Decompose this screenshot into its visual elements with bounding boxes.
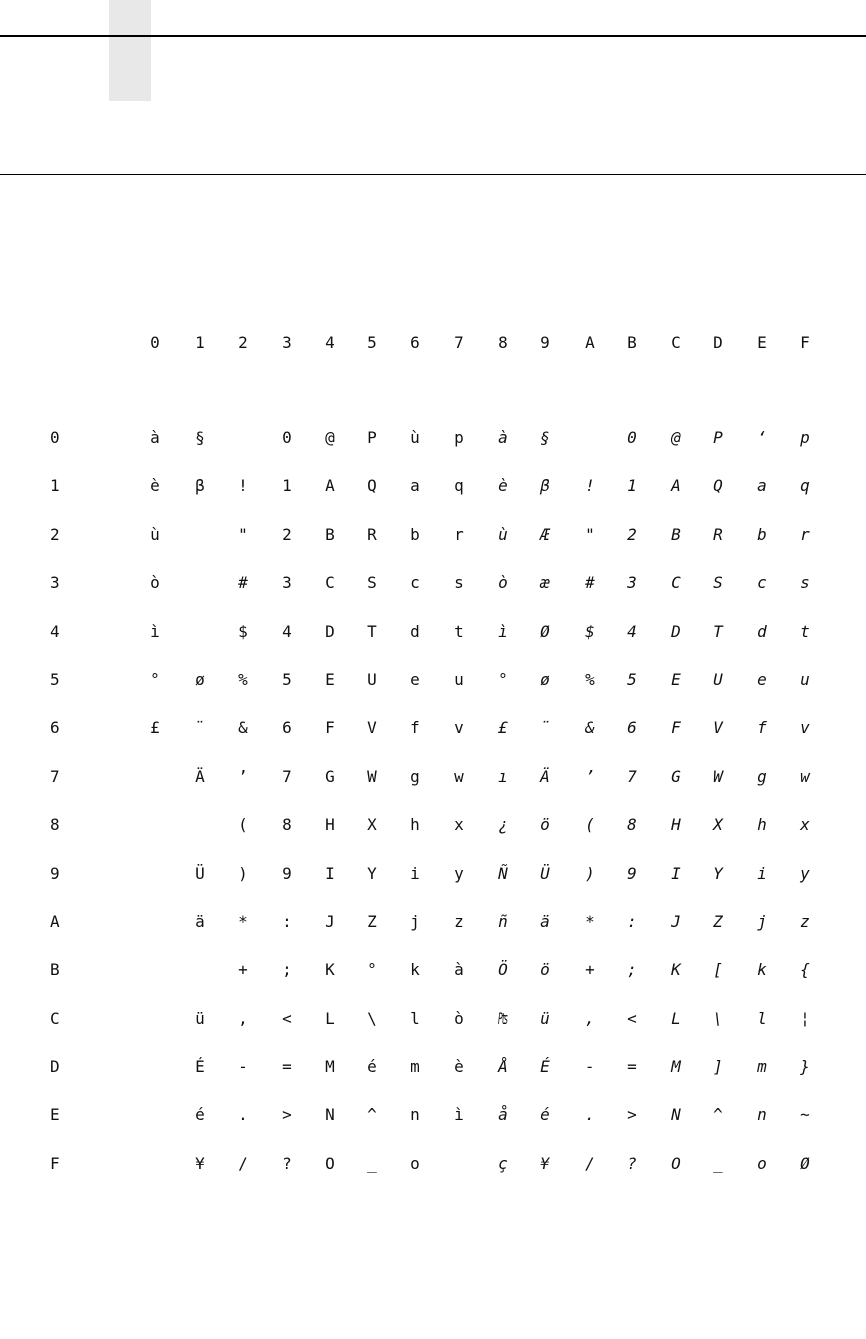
character-cell: ì	[150, 621, 160, 641]
character-cell: O	[325, 1153, 335, 1173]
table-row	[0, 523, 866, 571]
character-cell: K	[671, 960, 681, 980]
character-cell: v	[454, 718, 464, 738]
character-cell: B	[671, 524, 681, 544]
character-cell: d	[410, 621, 420, 641]
character-cell: ¿	[498, 815, 508, 835]
character-cell: Ü	[195, 863, 205, 883]
character-cell: O	[671, 1153, 681, 1173]
section-rule	[0, 174, 866, 175]
character-cell: æ	[540, 573, 550, 593]
character-cell: é	[195, 1105, 205, 1125]
character-cell: ù	[410, 428, 420, 447]
character-cell: u	[454, 669, 464, 689]
character-cell: .	[585, 1105, 595, 1125]
character-cell: Ü	[540, 863, 550, 883]
character-cell: G	[325, 766, 335, 786]
character-cell: [	[713, 960, 723, 980]
row-label: 4	[50, 621, 60, 641]
character-cell: N	[671, 1105, 681, 1125]
column-header: 7	[454, 333, 464, 352]
character-cell: X	[367, 815, 377, 835]
character-cell: >	[282, 1105, 292, 1125]
character-cell: ä	[195, 911, 205, 931]
character-cell: &	[585, 718, 595, 738]
character-cell: /	[585, 1153, 595, 1173]
character-cell: p	[800, 428, 810, 447]
table-row	[0, 571, 866, 619]
character-cell: +	[585, 960, 595, 980]
character-cell: *	[238, 911, 248, 931]
table-row	[0, 668, 866, 716]
row-label: 6	[50, 718, 60, 738]
character-cell: £	[150, 718, 160, 738]
character-cell: 3	[282, 573, 292, 593]
character-cell: ø	[195, 669, 205, 689]
character-cell: e	[410, 669, 420, 689]
character-cell: £	[498, 718, 508, 738]
character-cell: Å	[498, 1057, 508, 1077]
row-label: 0	[50, 428, 60, 447]
character-cell: (	[238, 815, 248, 835]
character-cell: "	[238, 524, 248, 544]
character-cell: é	[540, 1105, 550, 1125]
character-cell: f	[410, 718, 420, 738]
character-cell: 9	[282, 863, 292, 883]
character-cell: z	[800, 911, 810, 931]
character-cell: <	[282, 1008, 292, 1028]
character-cell: 0	[282, 428, 292, 447]
character-cell: g	[410, 766, 420, 786]
character-cell: %	[238, 669, 248, 689]
character-cell: ?	[627, 1153, 637, 1173]
character-cell: R	[367, 524, 377, 544]
column-header: C	[671, 333, 681, 352]
character-cell: !	[585, 476, 595, 496]
character-cell: ö	[540, 815, 550, 835]
character-cell: +	[238, 960, 248, 980]
character-cell: )	[585, 863, 595, 883]
character-cell: ~	[800, 1105, 810, 1125]
character-cell: F	[671, 718, 681, 738]
character-cell: I	[671, 863, 681, 883]
character-cell: L	[325, 1008, 335, 1028]
top-rule	[0, 35, 866, 37]
character-cell: β	[195, 476, 205, 496]
character-cell: T	[713, 621, 723, 641]
column-header: 8	[498, 333, 508, 352]
character-cell: j	[410, 911, 420, 931]
character-cell: a	[757, 476, 767, 496]
character-cell: C	[671, 573, 681, 593]
character-cell: ù	[150, 524, 160, 544]
row-label: D	[50, 1057, 60, 1077]
character-cell: b	[757, 524, 767, 544]
column-header: 4	[325, 333, 335, 352]
character-cell: D	[671, 621, 681, 641]
character-cell: q	[800, 476, 810, 496]
character-cell: à	[498, 428, 508, 447]
character-cell: #	[238, 573, 248, 593]
character-cell: ;	[282, 960, 292, 980]
character-cell: F	[325, 718, 335, 738]
character-cell: h	[757, 815, 767, 835]
header-tab-block	[109, 0, 151, 101]
character-cell: ç	[498, 1153, 508, 1173]
character-cell: I	[325, 863, 335, 883]
character-cell: /	[238, 1153, 248, 1173]
character-cell: b	[410, 524, 420, 544]
character-cell: 8	[282, 815, 292, 835]
character-cell: M	[671, 1057, 681, 1077]
character-cell: n	[757, 1105, 767, 1125]
character-cell: ¨	[195, 718, 205, 738]
character-cell: ì	[454, 1105, 464, 1125]
character-cell: ¦	[800, 1008, 810, 1028]
character-cell: à	[150, 428, 160, 447]
character-cell: J	[325, 911, 335, 931]
character-cell: q	[454, 476, 464, 496]
table-row	[0, 958, 866, 1006]
character-cell: -	[238, 1057, 248, 1077]
row-label: B	[50, 960, 60, 980]
table-row	[0, 765, 866, 813]
character-cell: r	[800, 524, 810, 544]
character-cell: §	[195, 428, 205, 447]
character-cell: \	[713, 1008, 723, 1028]
table-row	[0, 1103, 866, 1151]
character-cell: °	[367, 960, 377, 980]
character-cell: t	[454, 621, 464, 641]
row-label: 2	[50, 524, 60, 544]
table-row	[0, 910, 866, 958]
character-cell: H	[671, 815, 681, 835]
character-cell: @	[325, 428, 335, 447]
character-cell: °	[150, 669, 160, 689]
row-label: 5	[50, 669, 60, 689]
character-cell: ’	[238, 766, 248, 786]
character-cell: è	[150, 476, 160, 496]
row-label: 8	[50, 815, 60, 835]
character-cell: Ö	[498, 960, 508, 980]
character-cell: i	[410, 863, 420, 883]
character-cell: ^	[367, 1105, 377, 1125]
character-cell: (	[585, 815, 595, 835]
character-cell: L	[671, 1008, 681, 1028]
character-cell: H	[325, 815, 335, 835]
character-cell: m	[410, 1057, 420, 1077]
character-cell: V	[367, 718, 377, 738]
character-cell: 5	[282, 669, 292, 689]
character-cell: g	[757, 766, 767, 786]
character-cell: )	[238, 863, 248, 883]
character-cell: ñ	[498, 911, 508, 931]
row-label: C	[50, 1008, 60, 1028]
character-cell: β	[540, 476, 550, 496]
character-cell: 7	[627, 766, 637, 786]
character-cell: ?	[282, 1153, 292, 1173]
character-cell: P	[367, 428, 377, 447]
character-cell: V	[713, 718, 723, 738]
table-row	[0, 620, 866, 668]
character-cell: ø	[540, 669, 550, 689]
character-cell: E	[671, 669, 681, 689]
character-cell: ù	[498, 524, 508, 544]
row-label: 9	[50, 863, 60, 883]
column-header: 2	[238, 333, 248, 352]
character-cell: Y	[713, 863, 723, 883]
table-row	[0, 1055, 866, 1103]
character-cell: Z	[713, 911, 723, 931]
character-cell: °	[498, 669, 508, 689]
character-cell: Ø	[540, 621, 550, 641]
character-cell: k	[757, 960, 767, 980]
character-cell: .	[238, 1105, 248, 1125]
character-cell: v	[800, 718, 810, 738]
table-row	[0, 862, 866, 910]
character-cell: å	[498, 1105, 508, 1125]
character-cell: ò	[454, 1008, 464, 1028]
character-cell: ₧	[498, 1008, 508, 1028]
character-cell: S	[367, 573, 377, 593]
character-cell: Ä	[540, 766, 550, 786]
table-row	[0, 1152, 866, 1200]
character-cell: S	[713, 573, 723, 593]
character-cell: ı	[498, 766, 508, 786]
character-cell: N	[325, 1105, 335, 1125]
character-cell: §	[540, 428, 550, 447]
character-cell: D	[325, 621, 335, 641]
row-label: 3	[50, 573, 60, 593]
character-cell: ,	[238, 1008, 248, 1028]
character-cell: ]	[713, 1057, 723, 1077]
character-cell: 4	[627, 621, 637, 641]
character-cell: ü	[540, 1008, 550, 1028]
character-cell: j	[757, 911, 767, 931]
character-cell: ^	[713, 1105, 723, 1125]
character-cell: ì	[498, 621, 508, 641]
character-cell: }	[800, 1057, 810, 1077]
character-cell: y	[800, 863, 810, 883]
character-cell: U	[713, 669, 723, 689]
character-cell: à	[454, 960, 464, 980]
character-cell: &	[238, 718, 248, 738]
character-cell: y	[454, 863, 464, 883]
character-cell: %	[585, 669, 595, 689]
character-cell: o	[410, 1153, 420, 1173]
row-label: 1	[50, 476, 60, 496]
character-cell: *	[585, 911, 595, 931]
character-cell: w	[454, 766, 464, 786]
character-cell: :	[627, 911, 637, 931]
character-cell: x	[454, 815, 464, 835]
character-cell: Ñ	[498, 863, 508, 883]
character-cell: ò	[498, 573, 508, 593]
character-cell: K	[325, 960, 335, 980]
character-cell: !	[238, 476, 248, 496]
character-cell: 6	[627, 718, 637, 738]
character-cell: i	[757, 863, 767, 883]
column-header: 0	[150, 333, 160, 352]
character-cell: :	[282, 911, 292, 931]
character-cell: $	[238, 621, 248, 641]
character-cell: u	[800, 669, 810, 689]
column-header: D	[713, 333, 723, 352]
character-cell: M	[325, 1057, 335, 1077]
column-header: A	[585, 333, 595, 352]
character-cell: R	[713, 524, 723, 544]
character-cell: Ø	[800, 1153, 810, 1173]
character-cell: n	[410, 1105, 420, 1125]
character-cell: ö	[540, 960, 550, 980]
character-cell: #	[585, 573, 595, 593]
column-header: 3	[282, 333, 292, 352]
character-cell: e	[757, 669, 767, 689]
table-row	[0, 716, 866, 764]
character-cell: Æ	[540, 524, 550, 544]
character-cell: \	[367, 1008, 377, 1028]
character-cell: o	[757, 1153, 767, 1173]
character-grid	[0, 426, 866, 1200]
character-cell: J	[671, 911, 681, 931]
character-cell: {	[800, 960, 810, 980]
character-cell: "	[585, 524, 595, 544]
character-cell: W	[367, 766, 377, 786]
column-header: 1	[195, 333, 205, 352]
character-cell: d	[757, 621, 767, 641]
character-cell: U	[367, 669, 377, 689]
table-row	[0, 813, 866, 861]
character-cell: h	[410, 815, 420, 835]
character-cell: ¥	[195, 1153, 205, 1173]
column-header: 5	[367, 333, 377, 352]
table-row	[0, 1007, 866, 1055]
character-cell: k	[410, 960, 420, 980]
character-cell: A	[671, 476, 681, 496]
character-cell: -	[585, 1057, 595, 1077]
character-cell: ,	[585, 1008, 595, 1028]
character-cell: 1	[627, 476, 637, 496]
character-cell: t	[800, 621, 810, 641]
character-cell: @	[671, 428, 681, 447]
character-cell: X	[713, 815, 723, 835]
character-cell: Q	[367, 476, 377, 496]
character-cell: E	[325, 669, 335, 689]
character-cell: w	[800, 766, 810, 786]
character-cell: ¨	[540, 718, 550, 738]
character-cell: _	[367, 1153, 377, 1173]
table-row	[0, 426, 866, 474]
character-cell: l	[757, 1008, 767, 1028]
character-cell: C	[325, 573, 335, 593]
character-cell: B	[325, 524, 335, 544]
character-cell: r	[454, 524, 464, 544]
character-cell: ü	[195, 1008, 205, 1028]
character-cell: f	[757, 718, 767, 738]
character-cell: ’	[585, 766, 595, 786]
column-header: 9	[540, 333, 550, 352]
character-cell: 3	[627, 573, 637, 593]
character-cell: a	[410, 476, 420, 496]
character-cell: 4	[282, 621, 292, 641]
character-cell: Y	[367, 863, 377, 883]
character-cell: P	[713, 428, 723, 447]
row-label: E	[50, 1105, 60, 1125]
character-cell: 6	[282, 718, 292, 738]
character-cell: T	[367, 621, 377, 641]
column-header: E	[757, 333, 767, 352]
character-cell: ò	[150, 573, 160, 593]
character-cell: é	[367, 1057, 377, 1077]
character-cell: 7	[282, 766, 292, 786]
character-cell: W	[713, 766, 723, 786]
character-cell: 2	[282, 524, 292, 544]
character-cell: 5	[627, 669, 637, 689]
character-cell: Ä	[195, 766, 205, 786]
column-header: 6	[410, 333, 420, 352]
character-cell: É	[540, 1057, 550, 1077]
character-cell: 8	[627, 815, 637, 835]
character-cell: c	[410, 573, 420, 593]
character-cell: A	[325, 476, 335, 496]
column-header: B	[627, 333, 637, 352]
character-cell: m	[757, 1057, 767, 1077]
character-cell: l	[410, 1008, 420, 1028]
character-cell: Z	[367, 911, 377, 931]
character-cell: ‘	[757, 428, 767, 447]
character-cell: Q	[713, 476, 723, 496]
character-cell: ¥	[540, 1153, 550, 1173]
character-cell: >	[627, 1105, 637, 1125]
character-cell: p	[454, 428, 464, 447]
character-cell: É	[195, 1057, 205, 1077]
character-cell: è	[454, 1057, 464, 1077]
character-cell: =	[282, 1057, 292, 1077]
character-cell: 0	[627, 428, 637, 447]
character-cell: c	[757, 573, 767, 593]
character-cell: ä	[540, 911, 550, 931]
character-cell: G	[671, 766, 681, 786]
character-cell: _	[713, 1153, 723, 1173]
row-label: F	[50, 1153, 60, 1173]
column-header-row	[0, 331, 866, 355]
character-cell: s	[454, 573, 464, 593]
table-row	[0, 474, 866, 522]
character-cell: s	[800, 573, 810, 593]
character-cell: è	[498, 476, 508, 496]
character-cell: 2	[627, 524, 637, 544]
character-cell: x	[800, 815, 810, 835]
row-label: 7	[50, 766, 60, 786]
row-label: A	[50, 911, 60, 931]
column-header: F	[800, 333, 810, 352]
character-cell: =	[627, 1057, 637, 1077]
character-cell: $	[585, 621, 595, 641]
character-cell: <	[627, 1008, 637, 1028]
character-cell: 1	[282, 476, 292, 496]
character-cell: ;	[627, 960, 637, 980]
character-cell: 9	[627, 863, 637, 883]
character-cell: z	[454, 911, 464, 931]
